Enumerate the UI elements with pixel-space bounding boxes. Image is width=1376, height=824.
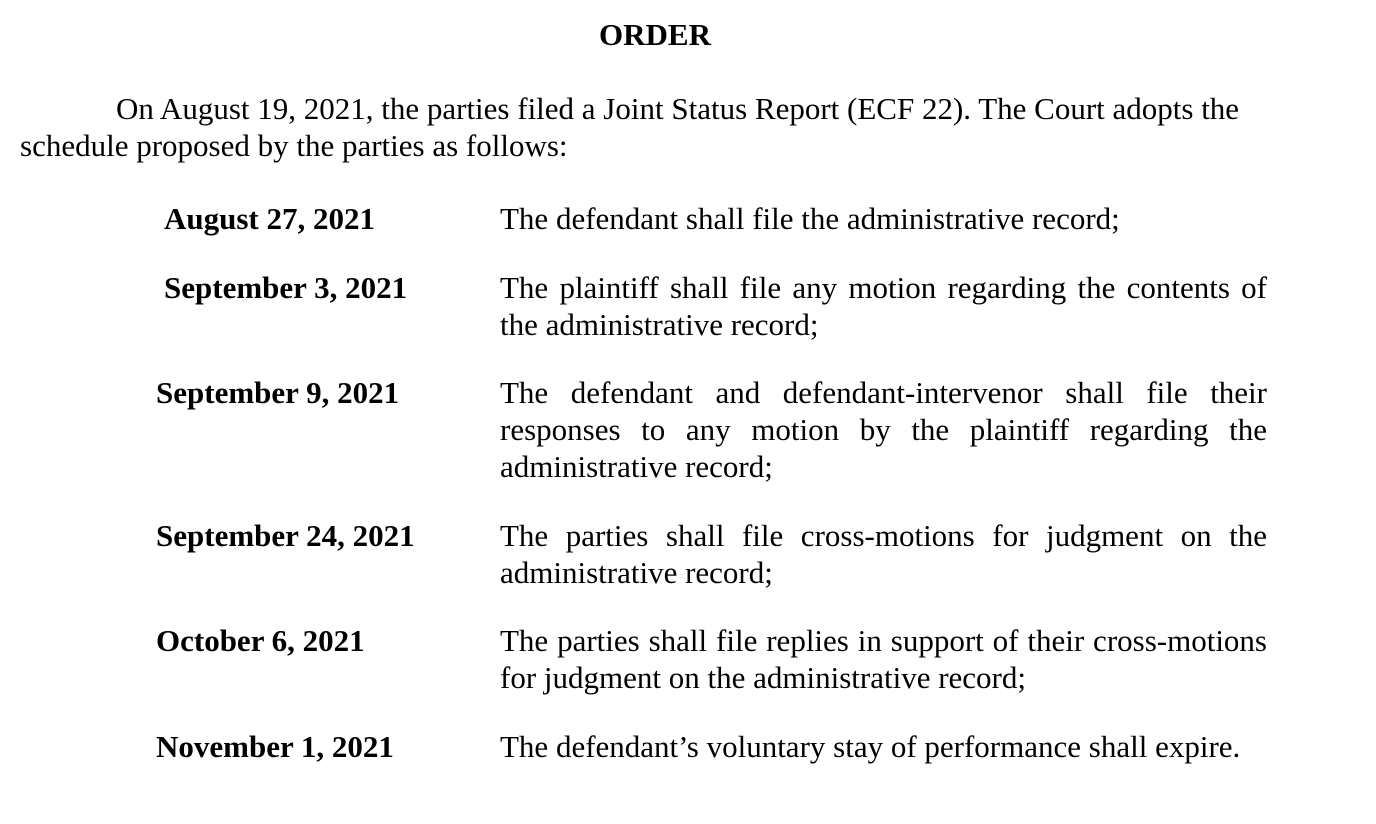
intro-paragraph xyxy=(20,90,1250,164)
schedule-date-4: September 24, 2021 xyxy=(156,518,415,553)
schedule-text-6: The defendant’s voluntary stay of performance shall expire. xyxy=(500,729,1241,764)
schedule-date-5: October 6, 2021 xyxy=(156,623,365,658)
order-title: ORDER xyxy=(599,17,711,52)
schedule-date-2: September 3, 2021 xyxy=(164,270,408,305)
schedule-date-1: August 27, 2021 xyxy=(164,201,376,236)
schedule-date-6: November 1, 2021 xyxy=(156,729,394,764)
schedule-date-3: September 9, 2021 xyxy=(156,375,400,410)
schedule-text-5: The parties shall file replies in support of their cross-motions for judgment on the administrative record; xyxy=(500,623,1267,695)
schedule-text-1: The defendant shall file the administrative record; xyxy=(500,201,1120,236)
schedule-text-3: The defendant and defendant-intervenor shall file their responses to any motion by the plaintiff regarding the administrative record; xyxy=(500,375,1267,484)
intro-text: On August 19, 2021, the parties filed a Joint Status Report (ECF 22). The Court adopts the schedule proposed by the parties as follows: xyxy=(20,91,1240,163)
schedule-text-4: The parties shall file cross-motions for judgment on the administrative record; xyxy=(500,518,1267,590)
schedule-text-2: The plaintiff shall file any motion regarding the contents of the administrative record; xyxy=(500,270,1267,342)
